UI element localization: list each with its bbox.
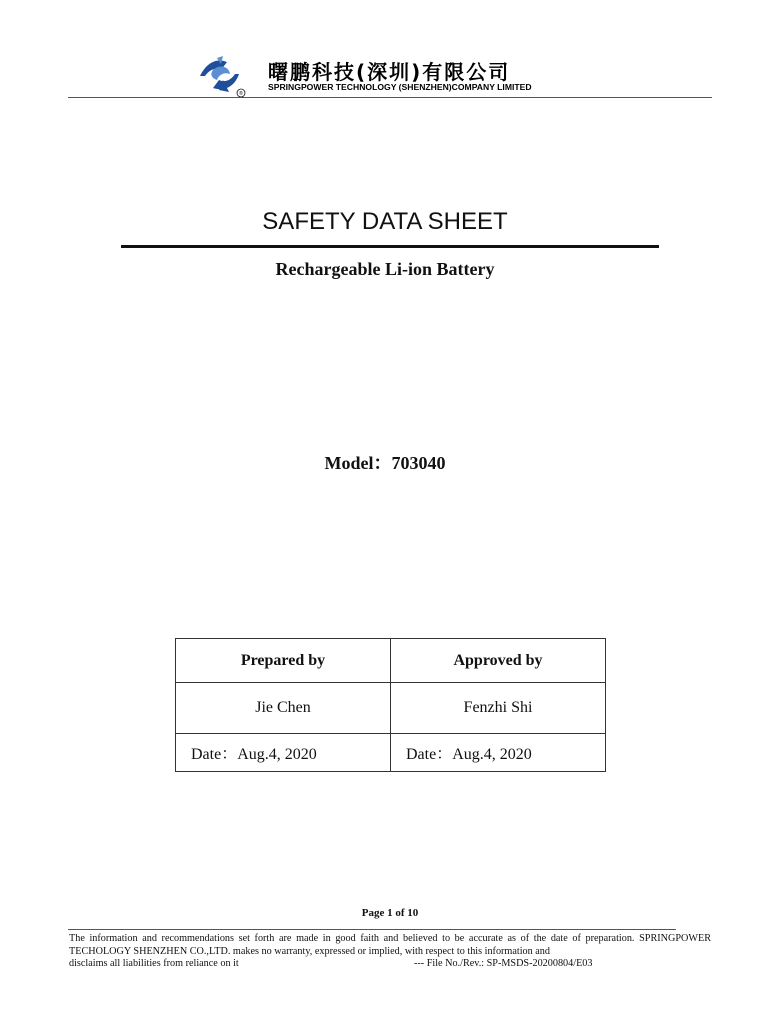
signoff-date-row — [176, 734, 606, 772]
company-logo-icon — [197, 52, 247, 100]
page-header — [0, 0, 770, 100]
file-number: --- File No./Rev.: SP-MSDS-20200804/E03 — [414, 958, 593, 969]
signoff-table — [175, 638, 606, 772]
model-label: Model：703040 — [324, 453, 446, 473]
page-number: Page 1 of 10 — [361, 907, 419, 919]
approved-by-header: Approved by — [391, 639, 606, 683]
company-name-english: SPRINGPOWER TECHNOLOGY (SHENZHEN)COMPANY LIMITED — [268, 82, 532, 92]
document-subtitle: Rechargeable Li-ion Battery — [275, 259, 495, 279]
svg-text:®: ® — [239, 91, 243, 97]
title-underline — [121, 245, 659, 248]
footer-divider — [68, 929, 676, 930]
approved-date: Date：Aug.4, 2020 — [391, 734, 606, 772]
signoff-header-row — [176, 639, 606, 683]
disclaimer-text: The information and recommendations set forth are made in good faith and believed to be accurate as of the date of preparation. SPRINGPOWER TECHOLOGY SHENZHEN CO.,LTD. makes no warranty, expressed or implied, with respect to this information and — [69, 933, 711, 957]
prepared-date: Date：Aug.4, 2020 — [176, 734, 391, 772]
company-name-chinese: 曙鹏科技(深圳)有限公司 — [268, 60, 511, 84]
signoff-name-row — [176, 683, 606, 734]
header-divider — [68, 97, 712, 98]
prepared-by-header: Prepared by — [176, 639, 391, 683]
document-title: SAFETY DATA SHEET — [262, 208, 508, 235]
approved-by-name: Fenzhi Shi — [391, 683, 606, 734]
disclaimer-last-line: disclaims all liabilities from reliance on it — [69, 958, 239, 969]
prepared-by-name: Jie Chen — [176, 683, 391, 734]
